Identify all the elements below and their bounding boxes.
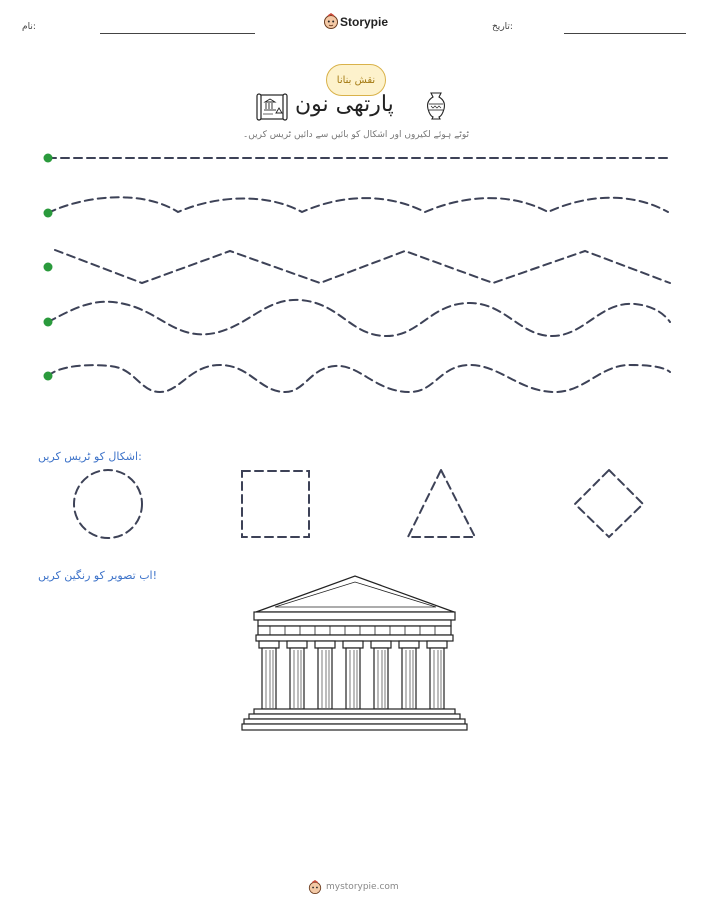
trace-line-zigzag — [55, 250, 670, 283]
trace-line-smooth-wave — [48, 300, 670, 336]
trace-diamond — [575, 470, 643, 537]
trace-line-wave — [48, 197, 668, 213]
parthenon-coloring-picture — [242, 576, 467, 730]
trace-circle — [74, 470, 142, 538]
name-label: نام: — [22, 22, 36, 32]
trace-triangle — [408, 470, 475, 537]
instructions: ٹوٹے ہوئے لکیروں اور اشکال کو بائیں سے دائیں ٹریس کریں۔ — [243, 130, 470, 140]
footer-url[interactable]: mystorypie.com — [326, 882, 399, 892]
trace-line-loop-wave — [48, 365, 670, 392]
start-dot-icon — [44, 263, 53, 272]
category-badge: نقش بنانا — [326, 64, 386, 96]
start-dot-icon — [44, 209, 53, 218]
color-heading: اب تصویر کو رنگین کریں! — [38, 569, 158, 582]
shapes-heading: اشکال کو ٹریس کریں: — [38, 450, 142, 463]
date-label: تاریخ: — [492, 22, 513, 32]
page-title: پارتھی نون — [295, 92, 394, 117]
start-dot-icon — [44, 154, 53, 163]
start-dot-icon — [44, 372, 53, 381]
brand-name: Storypie — [340, 15, 389, 29]
start-dot-icon — [44, 318, 53, 327]
trace-square — [242, 471, 309, 537]
storypie-footer-logo-icon — [308, 880, 322, 894]
